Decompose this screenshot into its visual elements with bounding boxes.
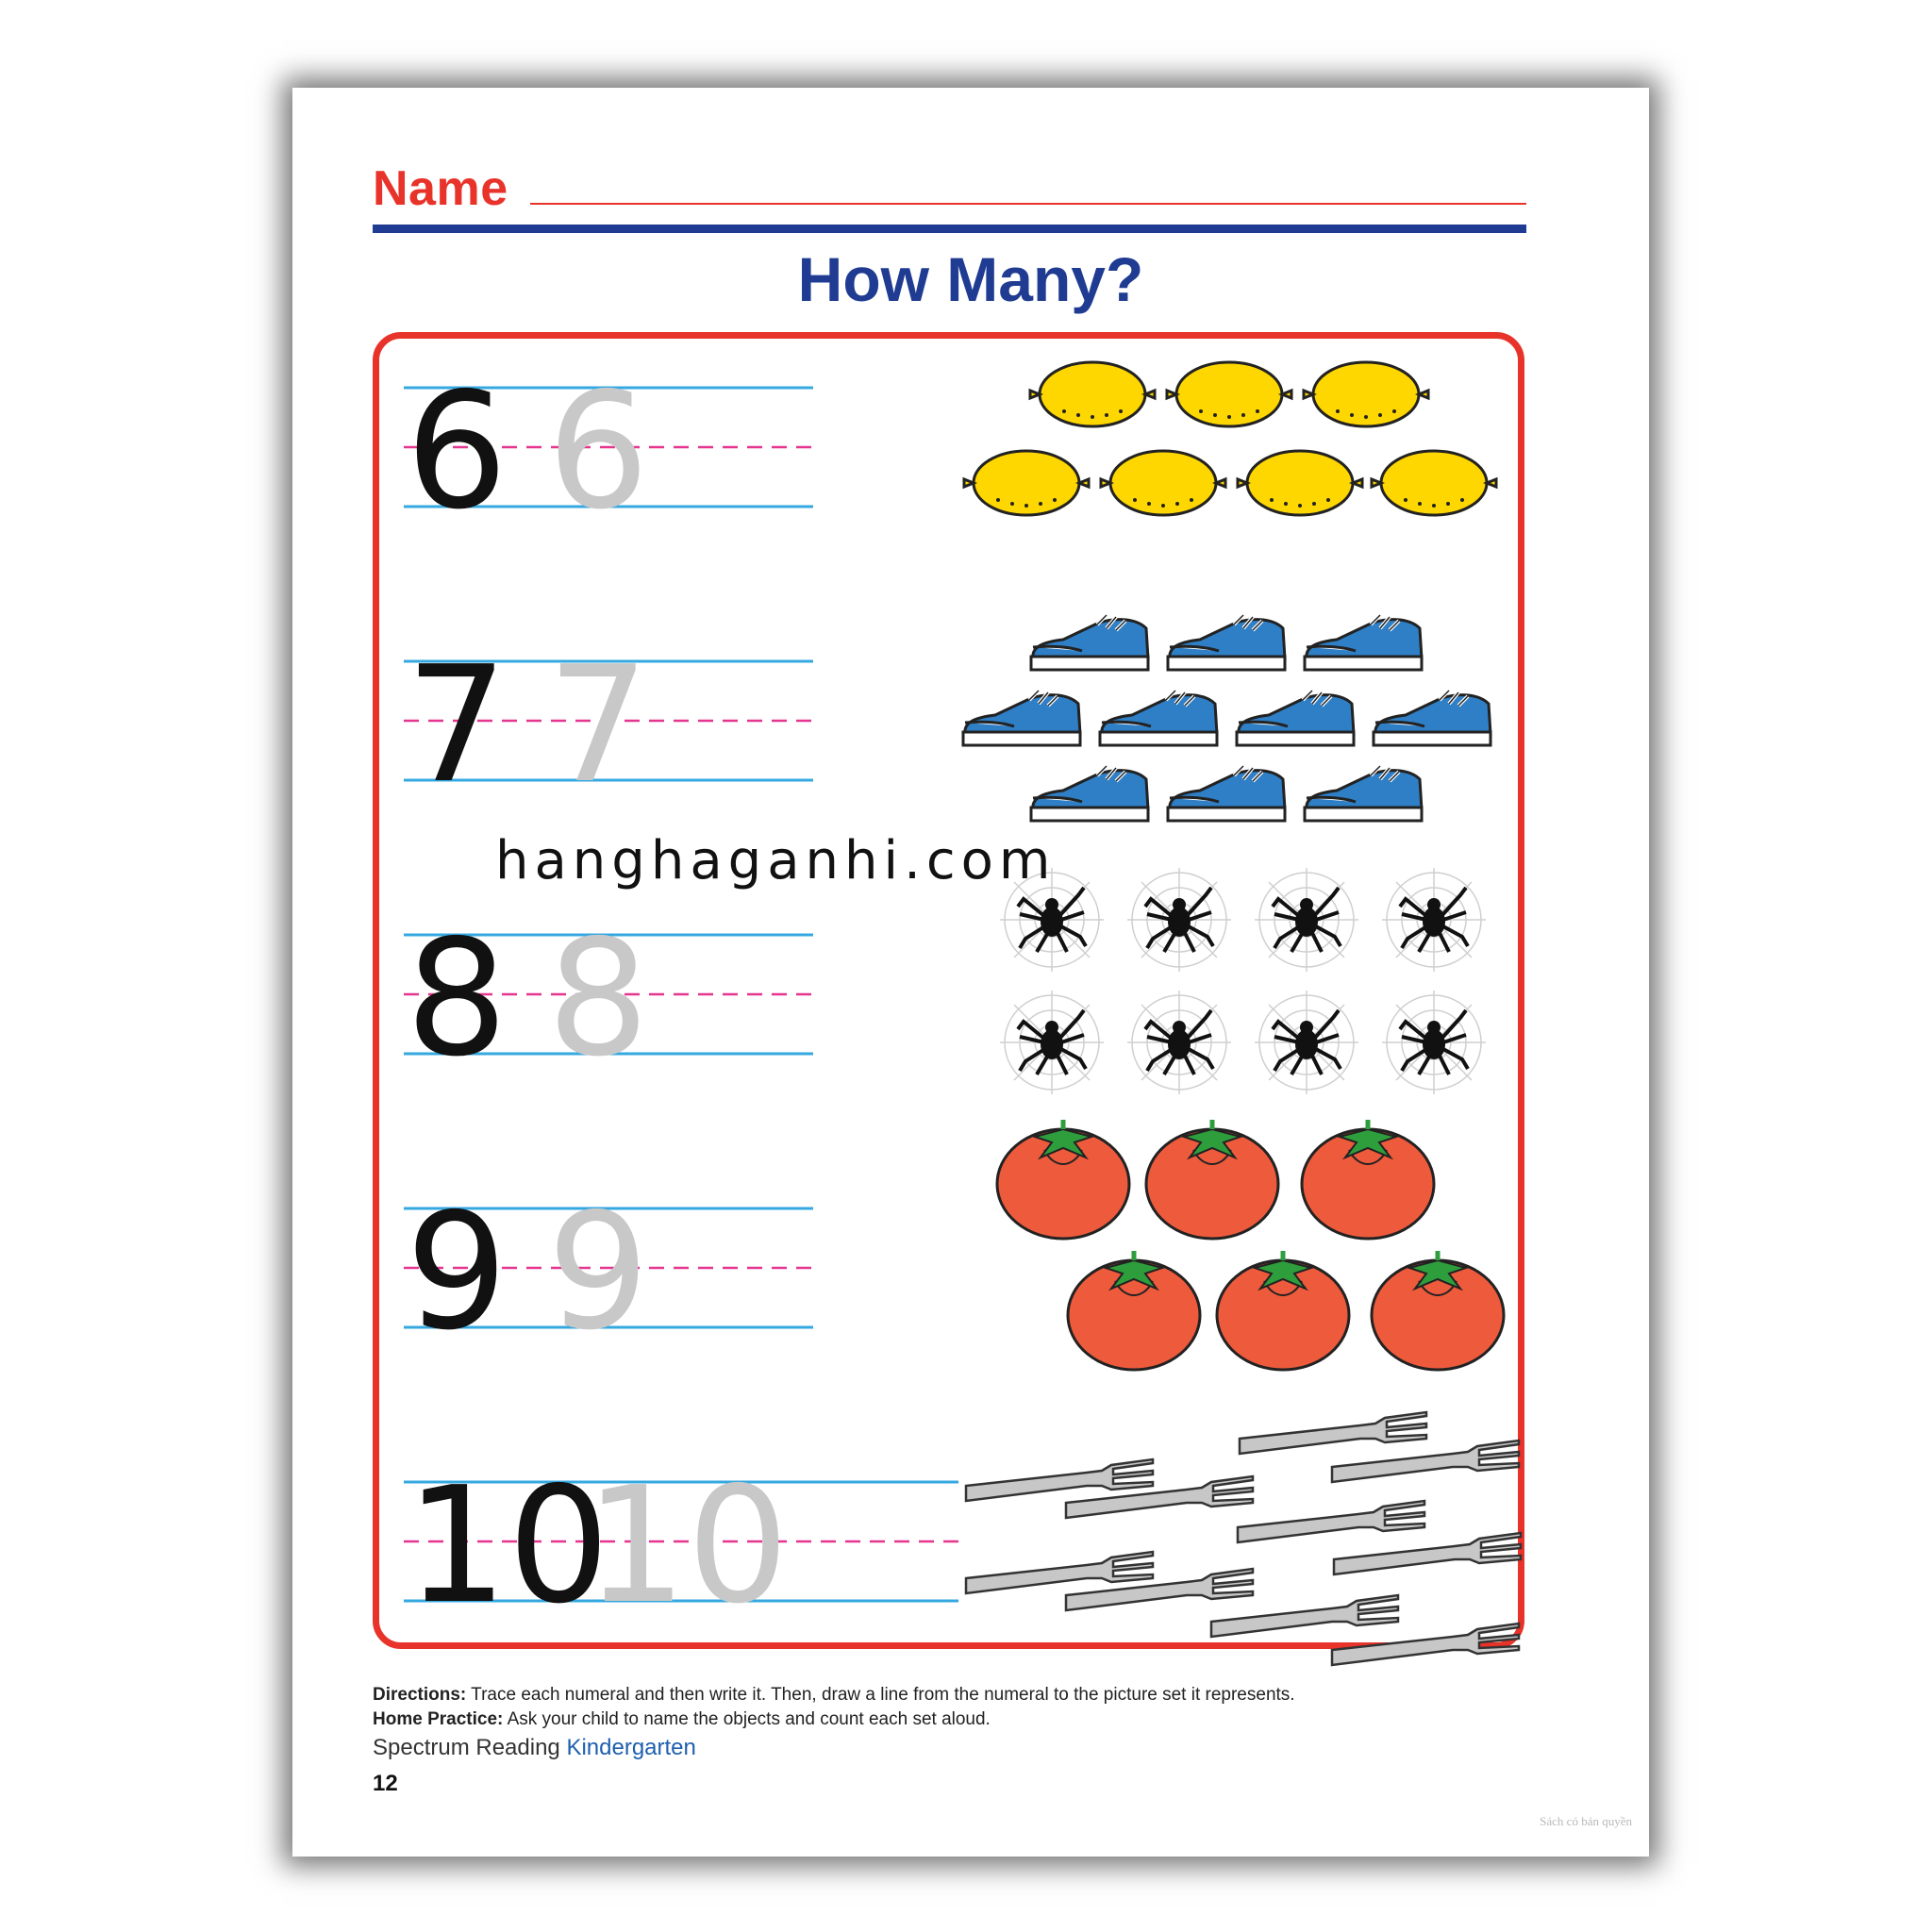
grade-level: Kindergarten [566,1735,696,1760]
footer-instructions [373,1683,1599,1732]
series-title [373,1735,696,1761]
page-title: How Many? [797,244,1144,314]
numeral-9-trace: 9 [547,1179,650,1366]
worksheet-page [292,88,1649,1857]
directions-text: Trace each numeral and then write it. Then, draw a line from the numeral to the picture set it represents. [466,1685,1295,1705]
tomato-set [997,1120,1504,1370]
numeral-9: 9 [406,1179,508,1366]
fork-set [966,1412,1521,1665]
numeral-10-trace: 10 [585,1453,790,1640]
directions-line [373,1683,1599,1707]
page-number: 12 [373,1771,398,1796]
home-practice-line [373,1707,1599,1732]
lemon-set [964,362,1496,515]
sneaker-set [963,615,1491,821]
numeral-6: 6 [406,358,508,545]
home-practice-label: Home Practice: [373,1709,504,1729]
directions-label: Directions: [373,1685,467,1705]
series-name: Spectrum Reading [373,1735,560,1760]
numeral-6-trace: 6 [547,358,650,545]
numeral-8: 8 [406,906,508,1092]
spider-set [1000,868,1486,1094]
home-practice-text: Ask your child to name the objects and count each set aloud. [503,1709,991,1729]
copyright-note: Sách có bản quyền [1540,1814,1632,1828]
watermark-text: hanghaganhi.com [495,830,1057,891]
numeral-10: 10 [406,1453,610,1640]
name-label: Name [373,161,508,216]
numeral-8-trace: 8 [547,906,650,1092]
numeral-7-trace: 7 [547,632,650,819]
numeral-7: 7 [406,632,508,819]
worksheet-art [292,88,1649,1857]
